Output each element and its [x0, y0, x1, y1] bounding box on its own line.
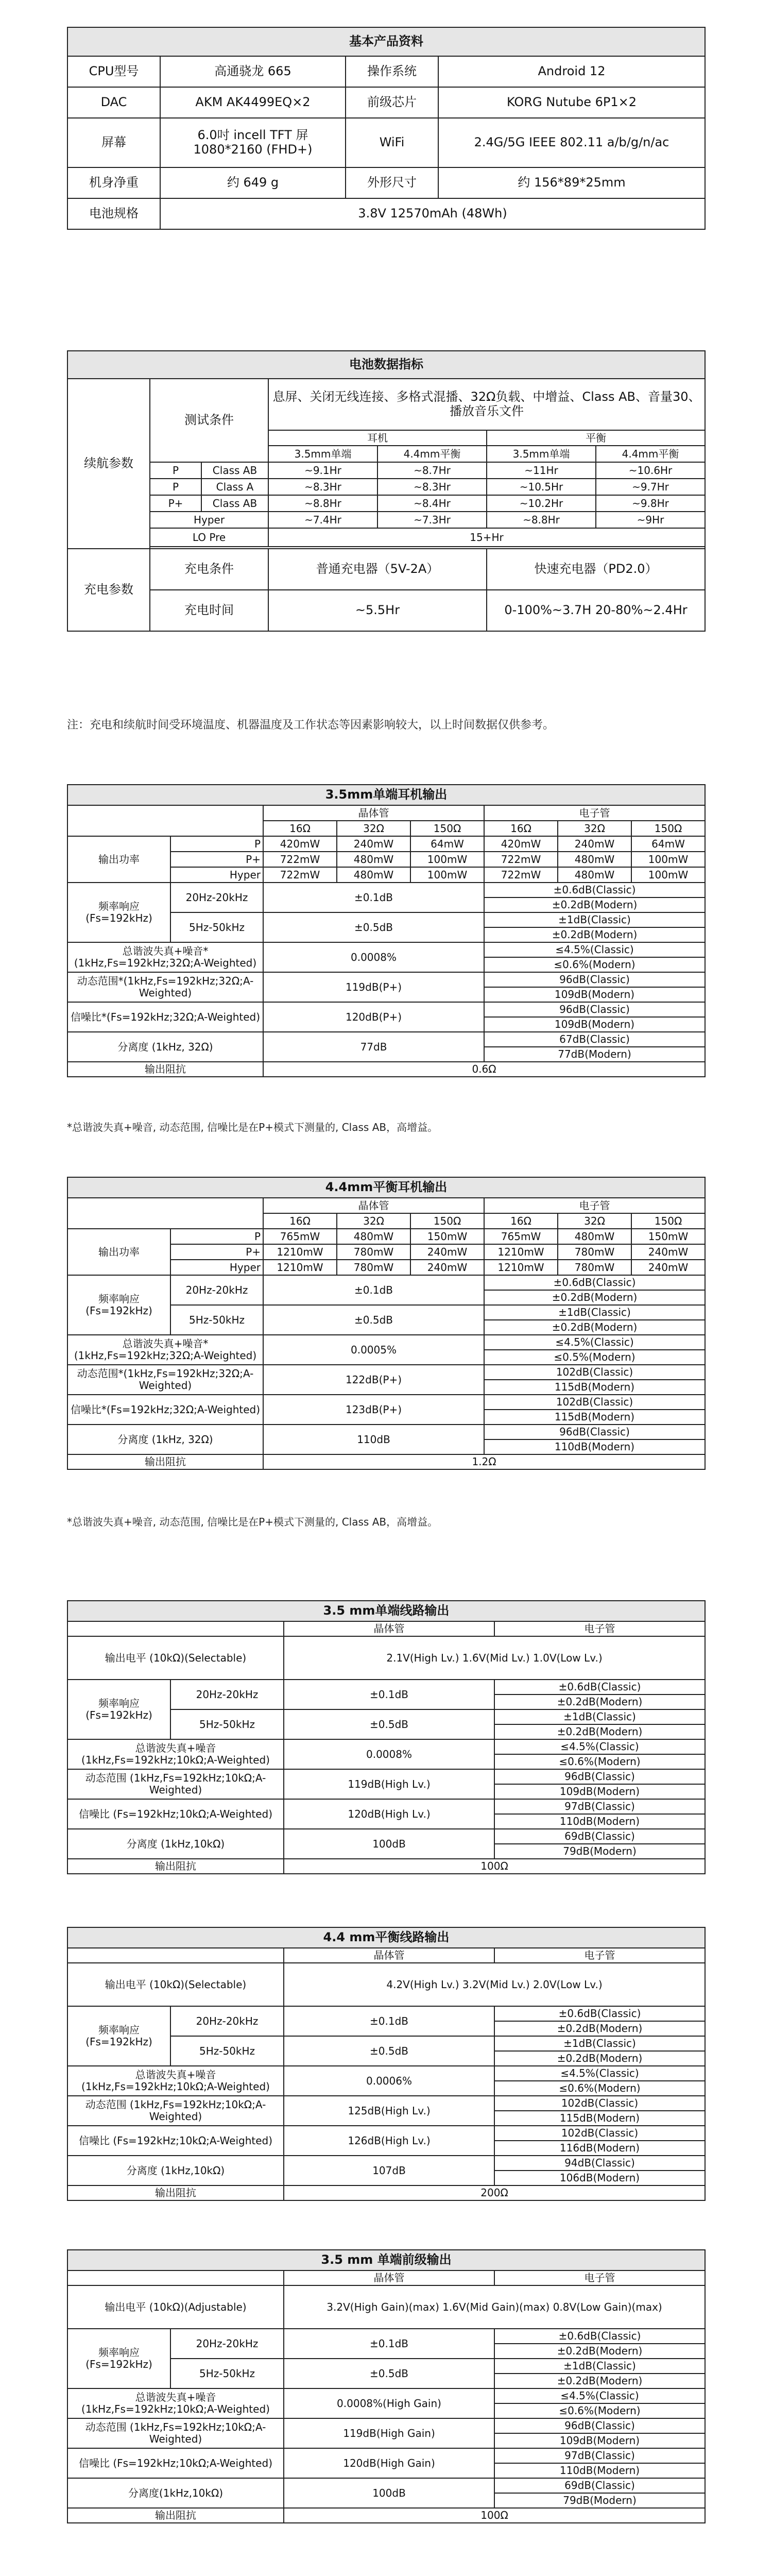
col-transistor: 晶体管: [284, 1621, 494, 1636]
tube-modern: ±0.2dB(Modern): [494, 2344, 705, 2359]
transistor-value: ±0.5dB: [284, 2036, 494, 2066]
hp35-note: *总谐波失真+噪音, 动态范围, 信噪比是在P+模式下测量的, Class AB，高增益。: [67, 1121, 438, 1133]
transistor-value: 119dB(High Gain): [284, 2418, 494, 2448]
freq-response-label: 频率响应 (Fs=192kHz): [67, 2006, 170, 2066]
freq-range: 20Hz-20kHz: [170, 883, 263, 912]
tube-classic: 67dB(Classic): [484, 1032, 705, 1047]
tube-modern: 115dB(Modern): [494, 2111, 705, 2126]
load-label: 32Ω: [337, 821, 410, 836]
life-value: ~9Hr: [596, 512, 705, 528]
power-value: 240mW: [558, 836, 631, 852]
charge-label: 充电参数: [67, 549, 150, 631]
hp44-note: *总谐波失真+噪音, 动态范围, 信噪比是在P+模式下测量的, Class AB，高增益。: [67, 1516, 438, 1528]
power-value: 722mW: [263, 867, 337, 883]
transistor-value: 0.0008%: [263, 942, 484, 972]
tube-modern: ±0.2dB(Modern): [494, 1724, 705, 1739]
power-value: 64mW: [410, 836, 484, 852]
tube-modern: ±0.2dB(Modern): [494, 1694, 705, 1709]
basic-key: 机身净重: [67, 167, 160, 198]
transistor-value: 120dB(High Lv.): [284, 1799, 494, 1829]
tube-modern: 109dB(Modern): [484, 987, 705, 1002]
charge-fast: 快速充电器（PD2.0）: [487, 549, 705, 590]
transistor-value: ±0.5dB: [284, 1709, 494, 1739]
load-label: 16Ω: [484, 821, 558, 836]
basic-key: 前级芯片: [346, 87, 438, 118]
tube-modern: 79dB(Modern): [494, 2493, 705, 2508]
thd-label: 总谐波失真+噪音 (1kHz,Fs=192kHz;10kΩ;A-Weighted): [67, 2388, 284, 2418]
transistor-value: 0.0008%: [284, 1739, 494, 1769]
snr-label: 信噪比 (Fs=192kHz;10kΩ;A-Weighted): [67, 2448, 284, 2478]
tube-classic: ≤4.5%(Classic): [494, 1739, 705, 1754]
basic-key: WiFi: [346, 118, 438, 167]
charge-cond-label: 充电条件: [150, 549, 268, 590]
life-value: ~8.8Hr: [268, 495, 377, 512]
life-value: ~11Hr: [487, 462, 596, 479]
tube-modern: 115dB(Modern): [484, 1380, 705, 1395]
separation-label: 分离度 (1kHz, 32Ω): [67, 1425, 263, 1454]
life-value: ~9.7Hr: [596, 479, 705, 495]
power-value: 722mW: [263, 852, 337, 867]
group-headphone: 耳机: [268, 430, 487, 446]
tube-modern: 77dB(Modern): [484, 1047, 705, 1062]
load-label: 150Ω: [410, 1213, 484, 1229]
load-label: 32Ω: [558, 1213, 631, 1229]
col-tube: 电子管: [494, 1948, 705, 1963]
freq-range: 5Hz-50kHz: [170, 912, 263, 942]
tube-classic: 96dB(Classic): [494, 2418, 705, 2433]
power-value: 1210mW: [263, 1260, 337, 1275]
life-value: ~8.4Hr: [377, 495, 487, 512]
power-value: 100mW: [410, 867, 484, 883]
output-power-label: 输出功率: [67, 836, 170, 883]
power-value: 420mW: [263, 836, 337, 852]
tube-modern: 116dB(Modern): [494, 2141, 705, 2156]
test-cond-label: 测试条件: [150, 379, 268, 462]
power-value: 480mW: [337, 867, 410, 883]
group-balanced: 平衡: [487, 430, 705, 446]
tube-modern: ±0.2dB(Modern): [494, 2051, 705, 2066]
freq-range: 20Hz-20kHz: [170, 2329, 284, 2359]
tube-classic: 96dB(Classic): [484, 1425, 705, 1439]
load-label: 32Ω: [337, 1213, 410, 1229]
impedance-value: 100Ω: [284, 2508, 705, 2523]
class-label: Class AB: [201, 495, 268, 512]
power-value: 100mW: [631, 852, 705, 867]
freq-range: 5Hz-50kHz: [170, 1305, 263, 1335]
col-tube: 电子管: [494, 2270, 705, 2285]
power-value: 780mW: [558, 1260, 631, 1275]
tube-modern: ±0.2dB(Modern): [484, 1320, 705, 1335]
basic-info-section: [67, 27, 706, 230]
freq-range: 20Hz-20kHz: [170, 1275, 263, 1305]
tube-classic: ±0.6dB(Classic): [494, 2006, 705, 2021]
snr-label: 信噪比 (Fs=192kHz;10kΩ;A-Weighted): [67, 2126, 284, 2156]
power-value: 480mW: [337, 1229, 410, 1244]
basic-value: AKM AK4499EQ×2: [160, 87, 346, 118]
transistor-value: 100dB: [284, 2478, 494, 2508]
impedance-value: 1.2Ω: [263, 1454, 705, 1469]
power-value: 780mW: [558, 1244, 631, 1260]
power-value: 100mW: [631, 867, 705, 883]
tube-modern: ≤0.5%(Modern): [484, 1350, 705, 1365]
separation-label: 分离度 (1kHz,10kΩ): [67, 1829, 284, 1859]
power-value: 1210mW: [484, 1260, 558, 1275]
mode-label: Hyper: [170, 1260, 263, 1275]
col-44mm: 4.4mm平衡: [377, 446, 487, 462]
tube-modern: ±0.2dB(Modern): [484, 1290, 705, 1305]
thd-label: 总谐波失真+噪音 (1kHz,Fs=192kHz;10kΩ;A-Weighted): [67, 2066, 284, 2096]
col-transistor: 晶体管: [284, 1948, 494, 1963]
tube-modern: 106dB(Modern): [494, 2171, 705, 2185]
tube-classic: 69dB(Classic): [494, 1829, 705, 1844]
tube-classic: ±0.6dB(Classic): [484, 883, 705, 897]
power-value: 1210mW: [263, 1244, 337, 1260]
tube-classic: ≤4.5%(Classic): [484, 942, 705, 957]
basic-value: 6.0吋 incell TFT 屏 1080*2160 (FHD+): [160, 118, 346, 167]
tube-modern: 115dB(Modern): [484, 1410, 705, 1425]
dr-label: 动态范围*(1kHz,Fs=192kHz;32Ω;A-Weighted): [67, 972, 263, 1002]
tube-modern: ±0.2dB(Modern): [484, 897, 705, 912]
impedance-label: 输出阻抗: [67, 2508, 284, 2523]
charge-normal: 普通充电器（5V-2A）: [268, 549, 487, 590]
power-value: 1210mW: [484, 1244, 558, 1260]
life-value: ~7.3Hr: [377, 512, 487, 528]
mode-label: P: [150, 462, 201, 479]
freq-range: 5Hz-50kHz: [170, 2036, 284, 2066]
mode-label: Hyper: [170, 867, 263, 883]
mode-label: P: [170, 836, 263, 852]
battery-section: [67, 350, 706, 632]
power-value: 420mW: [484, 836, 558, 852]
tube-classic: ±1dB(Classic): [484, 912, 705, 927]
freq-response-label: 频率响应 (Fs=192kHz): [67, 883, 170, 942]
basic-key: CPU型号: [67, 56, 160, 87]
tube-classic: ±1dB(Classic): [494, 2036, 705, 2051]
col-transistor: 晶体管: [284, 2270, 494, 2285]
charge-time-label: 充电时间: [150, 590, 268, 631]
transistor-value: 100dB: [284, 1829, 494, 1859]
line35-section: [67, 1600, 706, 1874]
basic-title: 基本产品资料: [67, 27, 705, 56]
load-label: 16Ω: [263, 821, 337, 836]
snr-label: 信噪比 (Fs=192kHz;10kΩ;A-Weighted): [67, 1799, 284, 1829]
power-value: 480mW: [558, 1229, 631, 1244]
life-value: ~10.5Hr: [487, 479, 596, 495]
life-value: ~8.3Hr: [377, 479, 487, 495]
tube-modern: 109dB(Modern): [494, 2433, 705, 2448]
separation-label: 分离度 (1kHz, 32Ω): [67, 1032, 263, 1062]
charge-time-fast: 0-100%~3.7H 20-80%~2.4Hr: [487, 590, 705, 631]
impedance-label: 输出阻抗: [67, 1859, 284, 1874]
hp44-title: 4.4mm平衡耳机输出: [67, 1177, 705, 1198]
transistor-value: 125dB(High Lv.): [284, 2096, 494, 2126]
col-tube: 电子管: [494, 1621, 705, 1636]
impedance-value: 100Ω: [284, 1859, 705, 1874]
tube-classic: ±1dB(Classic): [484, 1305, 705, 1320]
life-value: ~9.1Hr: [268, 462, 377, 479]
hp44-section: [67, 1177, 706, 1470]
tube-classic: 102dB(Classic): [494, 2126, 705, 2141]
power-value: 765mW: [263, 1229, 337, 1244]
transistor-value: 122dB(P+): [263, 1365, 484, 1395]
class-label: Class AB: [201, 462, 268, 479]
col-35mm: 3.5mm单端: [487, 446, 596, 462]
lo-pre-label: LO Pre: [150, 528, 268, 547]
power-value: 722mW: [484, 852, 558, 867]
power-value: 64mW: [631, 836, 705, 852]
life-value: ~10.6Hr: [596, 462, 705, 479]
tube-classic: 96dB(Classic): [484, 972, 705, 987]
mode-label: P: [170, 1229, 263, 1244]
freq-response-label: 频率响应 (Fs=192kHz): [67, 1275, 170, 1335]
tube-modern: ±0.2dB(Modern): [484, 927, 705, 942]
load-label: 16Ω: [263, 1213, 337, 1229]
freq-response-label: 频率响应 (Fs=192kHz): [67, 1680, 170, 1739]
freq-response-label: 频率响应 (Fs=192kHz): [67, 2329, 170, 2388]
mode-label: P+: [170, 1244, 263, 1260]
tube-classic: ±0.6dB(Classic): [494, 1680, 705, 1694]
tube-classic: ±1dB(Classic): [494, 2359, 705, 2374]
load-label: 150Ω: [410, 821, 484, 836]
separation-label: 分离度(1kHz,10kΩ): [67, 2478, 284, 2508]
basic-key: 屏幕: [67, 118, 160, 167]
battery-note: 注：充电和续航时间受环境温度、机器温度及工作状态等因素影响较大，以上时间数据仅供参考。: [67, 719, 555, 732]
power-value: 240mW: [337, 836, 410, 852]
col-transistor: 晶体管: [263, 805, 484, 821]
tube-classic: 96dB(Classic): [494, 1769, 705, 1784]
power-value: 480mW: [558, 867, 631, 883]
lo-pre-value: 15+Hr: [268, 528, 705, 547]
dr-label: 动态范围 (1kHz,Fs=192kHz;10kΩ;A-Weighted): [67, 2096, 284, 2126]
battery-spec-value: 3.8V 12570mAh (48Wh): [160, 198, 705, 229]
impedance-value: 200Ω: [284, 2185, 705, 2200]
tube-classic: ±1dB(Classic): [494, 1709, 705, 1724]
transistor-value: 0.0006%: [284, 2066, 494, 2096]
col-tube: 电子管: [484, 805, 705, 821]
output-level-label: 输出电平 (10kΩ)(Selectable): [67, 1963, 284, 2006]
tube-modern: ≤0.6%(Modern): [484, 957, 705, 972]
tube-classic: 102dB(Classic): [484, 1395, 705, 1410]
col-transistor: 晶体管: [263, 1198, 484, 1213]
load-label: 32Ω: [558, 821, 631, 836]
separation-label: 分离度 (1kHz,10kΩ): [67, 2156, 284, 2185]
mode-label: Hyper: [150, 512, 268, 528]
hp35-title: 3.5mm单端耳机输出: [67, 785, 705, 805]
basic-value: Android 12: [438, 56, 705, 87]
tube-modern: ≤0.6%(Modern): [494, 2403, 705, 2418]
basic-value: 约 649 g: [160, 167, 346, 198]
transistor-value: ±0.5dB: [284, 2359, 494, 2388]
output-level-label: 输出电平 (10kΩ)(Selectable): [67, 1636, 284, 1680]
tube-classic: 94dB(Classic): [494, 2156, 705, 2171]
transistor-value: 0.0008%(High Gain): [284, 2388, 494, 2418]
tube-modern: ±0.2dB(Modern): [494, 2374, 705, 2388]
transistor-value: 110dB: [263, 1425, 484, 1454]
dr-label: 动态范围 (1kHz,Fs=192kHz;10kΩ;A-Weighted): [67, 2418, 284, 2448]
output-power-label: 输出功率: [67, 1229, 170, 1275]
section-title: 3.5 mm 单端前级输出: [67, 2250, 705, 2270]
tube-modern: 109dB(Modern): [494, 1784, 705, 1799]
transistor-value: 107dB: [284, 2156, 494, 2185]
impedance-label: 输出阻抗: [67, 2185, 284, 2200]
mode-label: P: [150, 479, 201, 495]
tube-modern: 110dB(Modern): [494, 2463, 705, 2478]
tube-modern: ≤0.6%(Modern): [494, 1754, 705, 1769]
basic-value: 高通骁龙 665: [160, 56, 346, 87]
charge-time-normal: ~5.5Hr: [268, 590, 487, 631]
basic-key: 外形尺寸: [346, 167, 438, 198]
freq-range: 20Hz-20kHz: [170, 1680, 284, 1709]
tube-classic: 97dB(Classic): [494, 2448, 705, 2463]
thd-label: 总谐波失真+噪音*(1kHz,Fs=192kHz;32Ω;A-Weighted): [67, 942, 263, 972]
life-label: 续航参数: [67, 379, 150, 549]
life-value: ~8.8Hr: [487, 512, 596, 528]
transistor-value: 119dB(High Lv.): [284, 1769, 494, 1799]
tube-classic: 69dB(Classic): [494, 2478, 705, 2493]
freq-range: 5Hz-50kHz: [170, 2359, 284, 2388]
tube-modern: 109dB(Modern): [484, 1017, 705, 1032]
tube-classic: ±0.6dB(Classic): [494, 2329, 705, 2344]
col-35mm: 3.5mm单端: [268, 446, 377, 462]
power-value: 150mW: [410, 1229, 484, 1244]
power-value: 480mW: [337, 852, 410, 867]
life-value: ~7.4Hr: [268, 512, 377, 528]
life-value: ~9.8Hr: [596, 495, 705, 512]
dr-label: 动态范围*(1kHz,Fs=192kHz;32Ω;A-Weighted): [67, 1365, 263, 1395]
transistor-value: ±0.1dB: [263, 883, 484, 912]
impedance-label: 输出阻抗: [67, 1062, 263, 1077]
class-label: Class A: [201, 479, 268, 495]
power-value: 150mW: [631, 1229, 705, 1244]
section-title: 3.5 mm单端线路输出: [67, 1601, 705, 1621]
thd-label: 总谐波失真+噪音*(1kHz,Fs=192kHz;32Ω;A-Weighted): [67, 1335, 263, 1365]
impedance-label: 输出阻抗: [67, 1454, 263, 1469]
dr-label: 动态范围 (1kHz,Fs=192kHz;10kΩ;A-Weighted): [67, 1769, 284, 1799]
output-level-label: 输出电平 (10kΩ)(Adjustable): [67, 2285, 284, 2329]
tube-classic: ±0.6dB(Classic): [484, 1275, 705, 1290]
transistor-value: 120dB(P+): [263, 1002, 484, 1032]
output-level-value: 4.2V(High Lv.) 3.2V(Mid Lv.) 2.0V(Low Lv.): [284, 1963, 705, 2006]
power-value: 780mW: [337, 1244, 410, 1260]
transistor-value: ±0.1dB: [284, 2006, 494, 2036]
hp35-section: [67, 784, 706, 1077]
output-level-value: 3.2V(High Gain)(max) 1.6V(Mid Gain)(max) 0.8V(Low Gain)(max): [284, 2285, 705, 2329]
col-44mm: 4.4mm平衡: [596, 446, 705, 462]
life-value: ~8.3Hr: [268, 479, 377, 495]
snr-label: 信噪比*(Fs=192kHz;32Ω;A-Weighted): [67, 1395, 263, 1425]
transistor-value: ±0.5dB: [263, 912, 484, 942]
transistor-value: ±0.1dB: [263, 1275, 484, 1305]
power-value: 765mW: [484, 1229, 558, 1244]
battery-title: 电池数据指标: [67, 351, 705, 379]
freq-range: 5Hz-50kHz: [170, 1709, 284, 1739]
power-value: 100mW: [410, 852, 484, 867]
power-value: 240mW: [631, 1260, 705, 1275]
basic-key: 操作系统: [346, 56, 438, 87]
output-level-value: 2.1V(High Lv.) 1.6V(Mid Lv.) 1.0V(Low Lv.): [284, 1636, 705, 1680]
mode-label: P+: [150, 495, 201, 512]
tube-classic: 102dB(Classic): [484, 1365, 705, 1380]
power-value: 240mW: [631, 1244, 705, 1260]
transistor-value: 126dB(High Lv.): [284, 2126, 494, 2156]
load-label: 150Ω: [631, 1213, 705, 1229]
power-value: 480mW: [558, 852, 631, 867]
transistor-value: 123dB(P+): [263, 1395, 484, 1425]
transistor-value: 119dB(P+): [263, 972, 484, 1002]
life-value: ~10.2Hr: [487, 495, 596, 512]
transistor-value: 77dB: [263, 1032, 484, 1062]
transistor-value: ±0.1dB: [284, 2329, 494, 2359]
basic-value: KORG Nutube 6P1×2: [438, 87, 705, 118]
tube-modern: ≤0.6%(Modern): [494, 2081, 705, 2096]
tube-classic: ≤4.5%(Classic): [494, 2388, 705, 2403]
power-value: 780mW: [337, 1260, 410, 1275]
transistor-value: 0.0005%: [263, 1335, 484, 1365]
tube-modern: 79dB(Modern): [494, 1844, 705, 1859]
power-value: 722mW: [484, 867, 558, 883]
section-title: 4.4 mm平衡线路输出: [67, 1927, 705, 1948]
tube-classic: 96dB(Classic): [484, 1002, 705, 1017]
tube-modern: ±0.2dB(Modern): [494, 2021, 705, 2036]
life-value: ~8.7Hr: [377, 462, 487, 479]
transistor-value: ±0.5dB: [263, 1305, 484, 1335]
col-tube: 电子管: [484, 1198, 705, 1213]
load-label: 16Ω: [484, 1213, 558, 1229]
basic-value: 2.4G/5G IEEE 802.11 a/b/g/n/ac: [438, 118, 705, 167]
mode-label: P+: [170, 852, 263, 867]
line44-section: [67, 1927, 706, 2201]
power-value: 240mW: [410, 1260, 484, 1275]
tube-classic: 102dB(Classic): [494, 2096, 705, 2111]
transistor-value: ±0.1dB: [284, 1680, 494, 1709]
tube-modern: 110dB(Modern): [494, 1814, 705, 1829]
tube-classic: 97dB(Classic): [494, 1799, 705, 1814]
tube-modern: 110dB(Modern): [484, 1439, 705, 1454]
load-label: 150Ω: [631, 821, 705, 836]
power-value: 240mW: [410, 1244, 484, 1260]
tube-classic: ≤4.5%(Classic): [484, 1335, 705, 1350]
tube-classic: ≤4.5%(Classic): [494, 2066, 705, 2081]
freq-range: 20Hz-20kHz: [170, 2006, 284, 2036]
test-cond-desc: 息屏、关闭无线连接、多格式混播、32Ω负载、中增益、Class AB、音量30、播放音乐文件: [268, 379, 705, 430]
snr-label: 信噪比*(Fs=192kHz;32Ω;A-Weighted): [67, 1002, 263, 1032]
thd-label: 总谐波失真+噪音 (1kHz,Fs=192kHz;10kΩ;A-Weighted): [67, 1739, 284, 1769]
pre35-section: [67, 2249, 706, 2523]
transistor-value: 120dB(High Gain): [284, 2448, 494, 2478]
battery-spec-label: 电池规格: [67, 198, 160, 229]
basic-value: 约 156*89*25mm: [438, 167, 705, 198]
basic-key: DAC: [67, 87, 160, 118]
impedance-value: 0.6Ω: [263, 1062, 705, 1077]
